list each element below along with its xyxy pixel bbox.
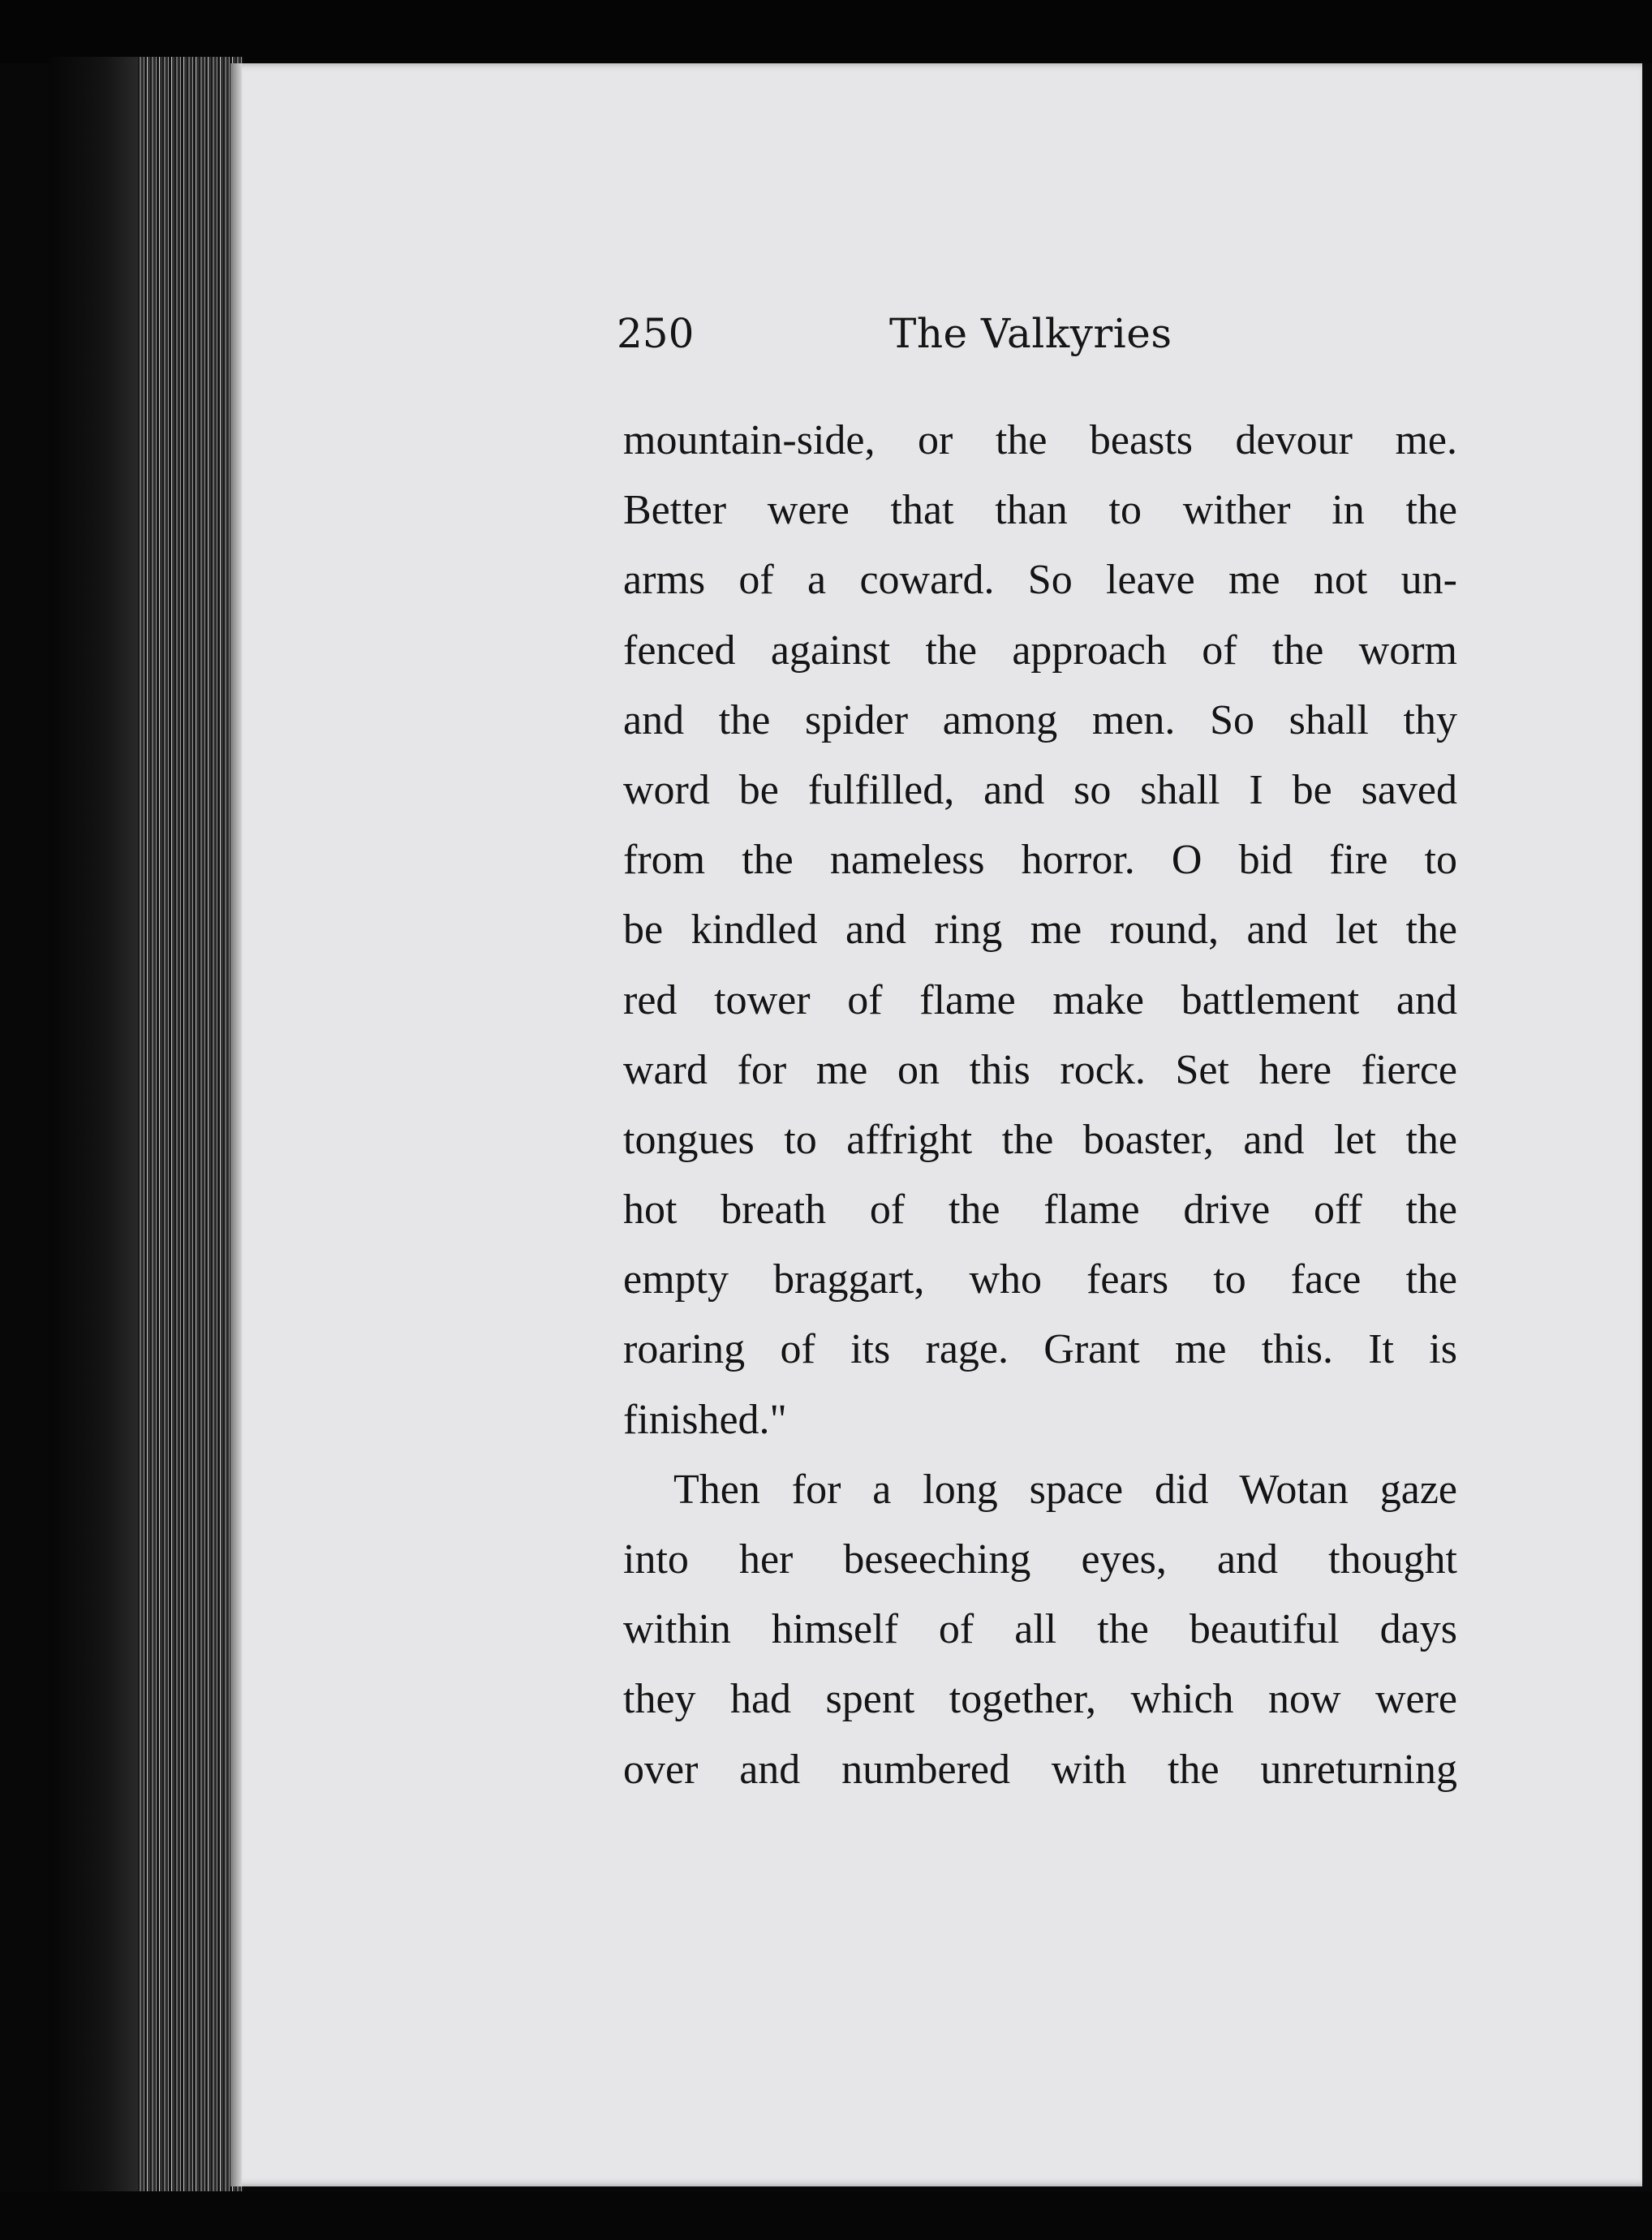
text-line: Then for a long space did Wotan gaze	[673, 1466, 1457, 1513]
text-line: fenced against the approach of the worm	[623, 627, 1457, 674]
body-text	[623, 406, 1457, 1805]
scan-top-border	[0, 0, 1652, 63]
book-page-edges	[138, 57, 243, 2191]
text-line: roaring of its rage. Grant me this. It is	[623, 1326, 1457, 1373]
scan-bottom-border	[0, 2191, 1652, 2240]
text-line: Better were that than to wither in the	[623, 487, 1457, 534]
binding-shadow	[49, 57, 142, 2191]
text-line: word be fulfilled, and so shall I be saved	[623, 766, 1457, 813]
text-line: over and numbered with the unreturning	[623, 1746, 1457, 1793]
text-line: be kindled and ring me round, and let the	[623, 907, 1457, 954]
text-line: they had spent together, which now were	[623, 1676, 1457, 1723]
text-line: mountain-side, or the beasts devour me.	[623, 417, 1457, 463]
text-line: hot breath of the flame drive off the	[623, 1187, 1457, 1234]
text-line: into her beseeching eyes, and thought	[623, 1536, 1457, 1583]
text-line: within himself of all the beautiful days	[623, 1606, 1457, 1653]
running-head	[617, 305, 1461, 362]
page-gutter-edge	[230, 63, 242, 2186]
running-title: The Valkyries	[889, 310, 1172, 357]
text-line: tongues to affright the boaster, and let the	[623, 1116, 1457, 1163]
text-line: ward for me on this rock. Set here fierce	[623, 1046, 1457, 1093]
page-number: 250	[617, 310, 695, 357]
text-line: and the spider among men. So shall thy	[623, 696, 1457, 743]
text-line: arms of a coward. So leave me not un-	[623, 557, 1457, 604]
text-line: red tower of flame make battlement and	[623, 976, 1457, 1023]
text-line: from the nameless horror. O bid fire to	[623, 837, 1457, 884]
text-line: finished."	[623, 1396, 787, 1443]
text-line: empty braggart, who fears to face the	[623, 1256, 1457, 1303]
